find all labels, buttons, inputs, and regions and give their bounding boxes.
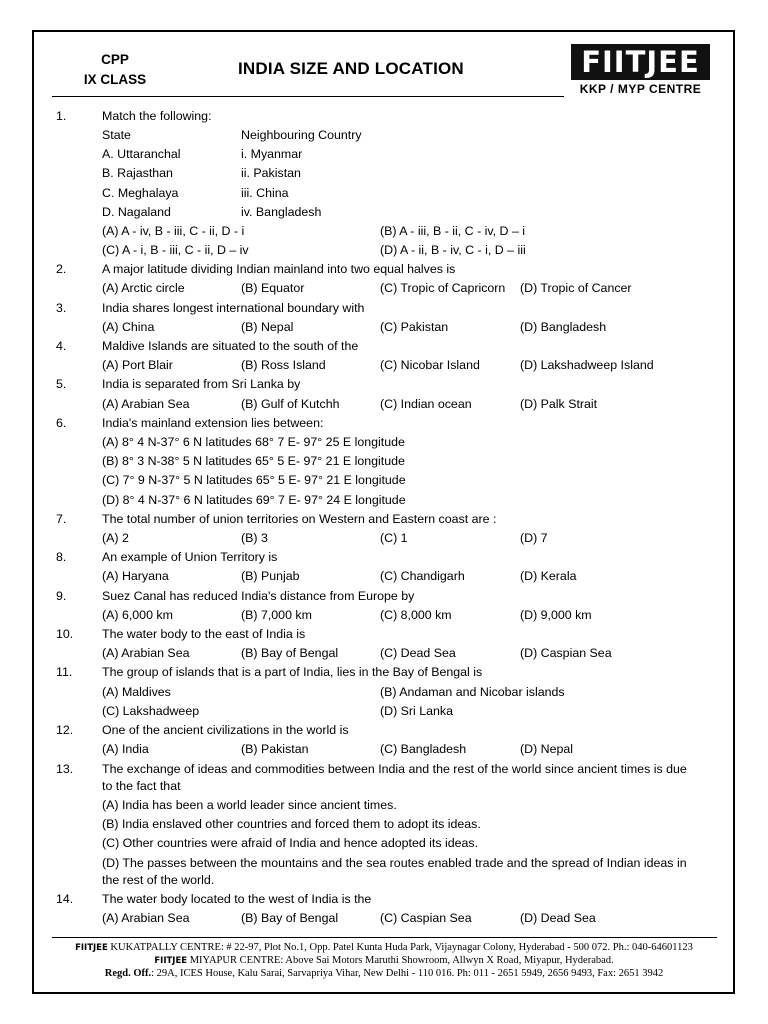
- option: (A) 2: [102, 531, 129, 545]
- question-number: 1.: [56, 109, 67, 123]
- option: (D) Caspian Sea: [520, 646, 612, 660]
- question-number: 3.: [56, 301, 67, 315]
- class-name: IX CLASS: [83, 72, 147, 87]
- header-divider: [52, 96, 564, 97]
- question-number: 12.: [56, 723, 74, 737]
- question-number: 9.: [56, 589, 67, 603]
- option: (A) China: [102, 320, 155, 334]
- question-number: 14.: [56, 892, 74, 906]
- question-number: 10.: [56, 627, 74, 641]
- option: (C) Pakistan: [380, 320, 449, 334]
- option: (D) The passes between the mountains and the sea routes enabled trade and the spread of Indian ideas in: [102, 856, 687, 870]
- option: (D) Kerala: [520, 569, 577, 583]
- cpp-label: CPP: [101, 52, 129, 67]
- question-text: The group of islands that is a part of India, lies in the Bay of Bengal is: [102, 665, 483, 679]
- option: (B) Punjab: [241, 569, 300, 583]
- match-item: iv. Bangladesh: [241, 205, 322, 219]
- question-text: India's mainland extension lies between:: [102, 416, 324, 430]
- match-item: C. Meghalaya: [102, 186, 179, 200]
- option: (D) Tropic of Cancer: [520, 281, 632, 295]
- option: (A) Port Blair: [102, 358, 173, 372]
- question-number: 4.: [56, 339, 67, 353]
- question-text: The total number of union territories on Western and Eastern coast are :: [102, 512, 497, 526]
- option: (B) Andaman and Nicobar islands: [380, 685, 565, 699]
- option: (C) A - i, B - iii, C - ii, D – iv: [102, 243, 249, 257]
- option: (A) A - iv, B - iii, C - ii, D - i: [102, 224, 245, 238]
- question-text: One of the ancient civilizations in the world is: [102, 723, 349, 737]
- option: (D) 7: [520, 531, 548, 545]
- footer-kukatpally: [36, 941, 732, 955]
- question-text: India is separated from Sri Lanka by: [102, 377, 301, 391]
- question-number: 2.: [56, 262, 67, 276]
- question-number: 11.: [56, 665, 73, 679]
- question-text: Maldive Islands are situated to the south of the: [102, 339, 359, 353]
- option: (C) Indian ocean: [380, 397, 472, 411]
- option: (C) Nicobar Island: [380, 358, 480, 372]
- question-text: to the fact that: [102, 779, 181, 793]
- regd-office-address: : 29A, ICES House, Kalu Sarai, Sarvapriya Vihar, New Delhi - 110 016. Ph: 011 - 2651 5949, 2656 9493, Fax: 2651 3942: [151, 968, 664, 979]
- question-number: 13.: [56, 762, 74, 776]
- question-number: 5.: [56, 377, 67, 391]
- match-item: A. Uttaranchal: [102, 147, 181, 161]
- match-item: iii. China: [241, 186, 289, 200]
- match-item: B. Rajasthan: [102, 166, 173, 180]
- question-number: 8.: [56, 550, 67, 564]
- option: (A) Arabian Sea: [102, 397, 190, 411]
- option: (C) Lakshadweep: [102, 704, 200, 718]
- option: the rest of the world.: [102, 873, 215, 887]
- question-number: 7.: [56, 512, 67, 526]
- option: (A) Arabian Sea: [102, 911, 190, 925]
- option: (B) Equator: [241, 281, 305, 295]
- option: (D) A - ii, B - iv, C - i, D – iii: [380, 243, 526, 257]
- footer-miyapur: [36, 954, 732, 968]
- option: (C) Caspian Sea: [380, 911, 472, 925]
- option: (C) 1: [380, 531, 408, 545]
- option: (B) 7,000 km: [241, 608, 312, 622]
- option: (B) Pakistan: [241, 742, 309, 756]
- match-item: i. Myanmar: [241, 147, 303, 161]
- option: (A) Maldives: [102, 685, 171, 699]
- option: (A) 6,000 km: [102, 608, 173, 622]
- option: (A) Haryana: [102, 569, 169, 583]
- option: (C) Tropic of Capricorn: [380, 281, 506, 295]
- option: (B) Bay of Bengal: [241, 646, 339, 660]
- question-text: Match the following:: [102, 109, 212, 123]
- option: (A) 8° 4 N-37° 6 N latitudes 68° 7 E- 97° 25 E longitude: [102, 435, 405, 449]
- question-text: The exchange of ideas and commodities between India and the rest of the world since ancient times is due: [102, 762, 687, 776]
- question-text: A major latitude dividing Indian mainland into two equal halves is: [102, 262, 456, 276]
- option: (C) 7° 9 N-37° 5 N latitudes 65° 5 E- 97° 21 E longitude: [102, 473, 406, 487]
- option: (C) Bangladesh: [380, 742, 467, 756]
- option: (D) Palk Strait: [520, 397, 598, 411]
- option: (B) Gulf of Kutchh: [241, 397, 340, 411]
- option: (B) Bay of Bengal: [241, 911, 339, 925]
- option: (A) India has been a world leader since ancient times.: [102, 798, 397, 812]
- option: (C) Dead Sea: [380, 646, 456, 660]
- fiitjee-brand: FIITJEE: [154, 956, 188, 966]
- option: (C) Other countries were afraid of India and hence adopted its ideas.: [102, 836, 479, 850]
- option: (A) India: [102, 742, 149, 756]
- option: (B) 3: [241, 531, 268, 545]
- page-title: INDIA SIZE AND LOCATION: [238, 59, 464, 78]
- regd-office-label: Regd. Off.: [104, 968, 152, 979]
- miyapur-address: MIYAPUR CENTRE: Above Sai Motors Maruthi Showroom, Allwyn X Road, Miyapur, Hyderabad.: [187, 955, 614, 966]
- footer-regd-office: [36, 967, 732, 980]
- column-header-country: Neighbouring Country: [241, 128, 362, 142]
- option: (D) 9,000 km: [520, 608, 592, 622]
- option: (C) 8,000 km: [380, 608, 452, 622]
- fiitjee-brand: FIITJEE: [75, 943, 108, 953]
- option: (B) Nepal: [241, 320, 294, 334]
- option: (D) 8° 4 N-37° 6 N latitudes 69° 7 E- 97° 24 E longitude: [102, 493, 406, 507]
- match-item: ii. Pakistan: [241, 166, 301, 180]
- kukatpally-address: KUKATPALLY CENTRE: # 22-97, Plot No.1, Opp. Patel Kunta Huda Park, Vijaynagar Colony, Hyderabad - 500 072. Ph.: 040-64601123: [107, 942, 693, 953]
- option: (C) Chandigarh: [380, 569, 465, 583]
- option: (A) Arabian Sea: [102, 646, 190, 660]
- question-text: The water body located to the west of India is the: [102, 892, 372, 906]
- centre-label: KKP / MYP CENTRE: [579, 82, 702, 96]
- option: (B) A - iii, B - ii, C - iv, D – i: [380, 224, 526, 238]
- option: (B) 8° 3 N-38° 5 N latitudes 65° 5 E- 97° 21 E longitude: [102, 454, 405, 468]
- match-item: D. Nagaland: [102, 205, 171, 219]
- option: (D) Sri Lanka: [380, 704, 453, 718]
- option: (A) Arctic circle: [102, 281, 185, 295]
- question-number: 6.: [56, 416, 67, 430]
- option: (B) India enslaved other countries and forced them to adopt its ideas.: [102, 817, 481, 831]
- question-text: The water body to the east of India is: [102, 627, 306, 641]
- class-label: [70, 50, 160, 90]
- question-text: An example of Union Territory is: [102, 550, 278, 564]
- option: (D) Lakshadweep Island: [520, 358, 654, 372]
- question-text: India shares longest international boundary with: [102, 301, 365, 315]
- column-header-state: State: [102, 128, 131, 142]
- fiitjee-logo: FIITJEE: [571, 44, 710, 80]
- option: (D) Dead Sea: [520, 911, 596, 925]
- option: (D) Bangladesh: [520, 320, 607, 334]
- option: (B) Ross Island: [241, 358, 326, 372]
- option: (D) Nepal: [520, 742, 574, 756]
- footer-divider: [52, 937, 717, 938]
- question-text: Suez Canal has reduced India's distance from Europe by: [102, 589, 415, 603]
